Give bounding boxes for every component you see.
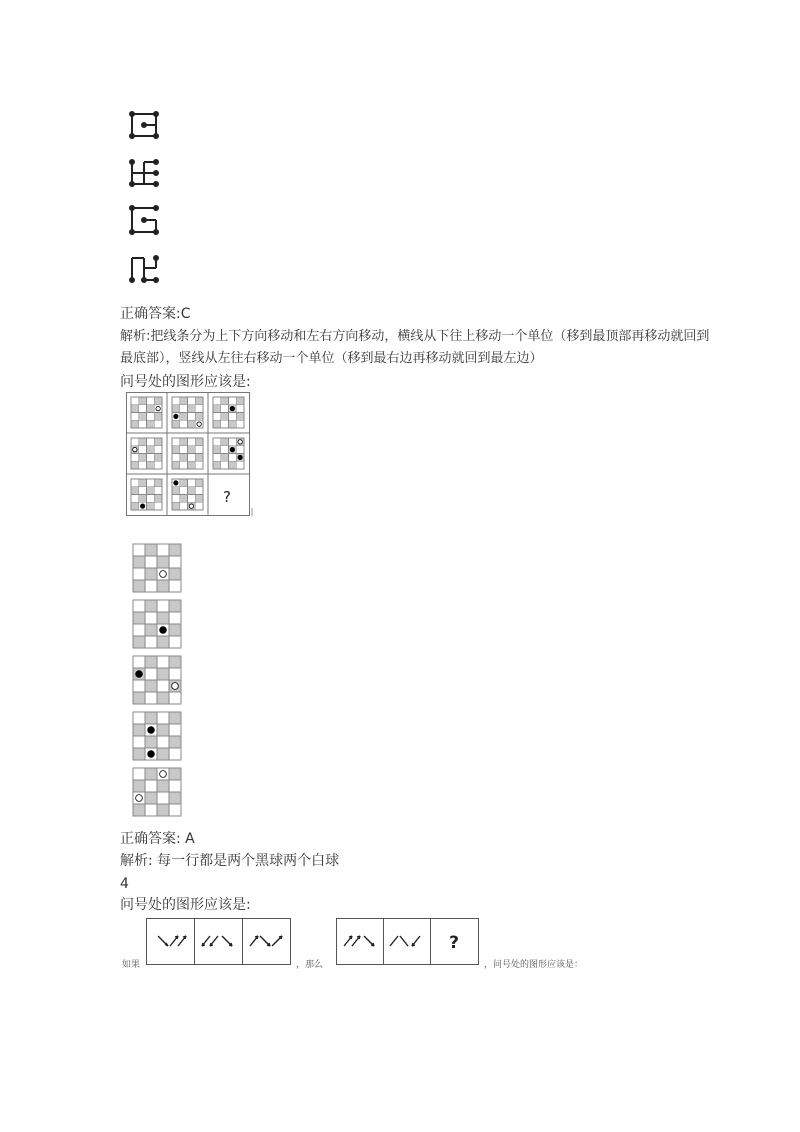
q5-prompt: 问号处的图形应该是: — [120, 897, 251, 913]
q5-label-if: 如果 — [122, 960, 141, 970]
white-ball — [160, 771, 167, 778]
q5-sequence-second — [336, 918, 480, 966]
white-ball — [197, 422, 201, 426]
line-figure-options-drawing — [126, 108, 176, 290]
white-ball — [172, 683, 179, 690]
line-figure-option-b — [130, 160, 158, 186]
q5-label-then: ，那么 — [296, 960, 324, 970]
black-ball — [174, 414, 178, 418]
q3-answer: 正确答案:C — [120, 306, 191, 322]
q4-matrix — [126, 392, 254, 520]
q4-prompt: 问号处的图形应该是: — [120, 374, 251, 390]
option-figure-1 — [133, 544, 181, 592]
line-figure-options — [126, 108, 176, 290]
q4-answer: 正确答案: A — [120, 831, 195, 847]
matrix-cell-2 — [172, 397, 203, 428]
black-ball — [230, 447, 234, 451]
matrix-cell-3 — [213, 397, 244, 428]
q4-options — [132, 543, 184, 819]
black-ball — [160, 627, 167, 634]
q3-analysis-line2: 最底部），竖线从左往右移动一个单位（移到最右边再移动就回到最左边） — [120, 351, 543, 366]
q4-options-drawing — [132, 543, 184, 819]
q5-number: 4 — [120, 876, 129, 892]
matrix-cell-6 — [213, 438, 244, 469]
white-ball — [238, 440, 242, 444]
black-ball — [230, 406, 234, 410]
matrix-cell-1 — [131, 397, 162, 428]
line-figure-option-a — [130, 112, 158, 138]
black-ball — [238, 455, 242, 459]
line-figure-option-c — [130, 206, 158, 234]
white-ball — [133, 447, 137, 451]
matrix-cell-4 — [131, 438, 162, 469]
white-ball — [160, 571, 167, 578]
black-ball — [148, 751, 155, 758]
black-ball — [140, 504, 144, 508]
matrix-cell-5 — [172, 438, 203, 469]
q5-sequence-first-drawing — [146, 918, 292, 966]
q4-analysis: 解析: 每一行都是两个黑球两个白球 — [120, 853, 340, 869]
q5-sequence-first — [146, 918, 292, 966]
matrix-question-mark: ? — [223, 488, 231, 506]
option-figure-2 — [133, 600, 181, 648]
black-ball — [174, 481, 178, 485]
matrix-cell-8 — [172, 479, 203, 510]
q3-analysis-line1: 解析:把线条分为上下方向移动和左右方向移动，横线从下往上移动一个单位（移到最顶部再移动就回到 — [120, 329, 710, 344]
white-ball — [136, 795, 143, 802]
option-figure-4 — [133, 712, 181, 760]
line-figure-option-d — [130, 256, 158, 282]
white-ball — [189, 504, 193, 508]
white-ball — [156, 406, 160, 410]
q5-sequence-second-drawing — [336, 918, 480, 966]
matrix-cell-7 — [131, 479, 162, 510]
option-figure-3 — [133, 656, 181, 704]
black-ball — [148, 727, 155, 734]
q5-label-tail: ，问号处的图形应该是： — [484, 960, 584, 970]
black-ball — [136, 671, 143, 678]
option-figure-5 — [133, 768, 181, 816]
q4-matrix-drawing — [126, 392, 254, 520]
q5-question-mark: ? — [449, 933, 459, 953]
